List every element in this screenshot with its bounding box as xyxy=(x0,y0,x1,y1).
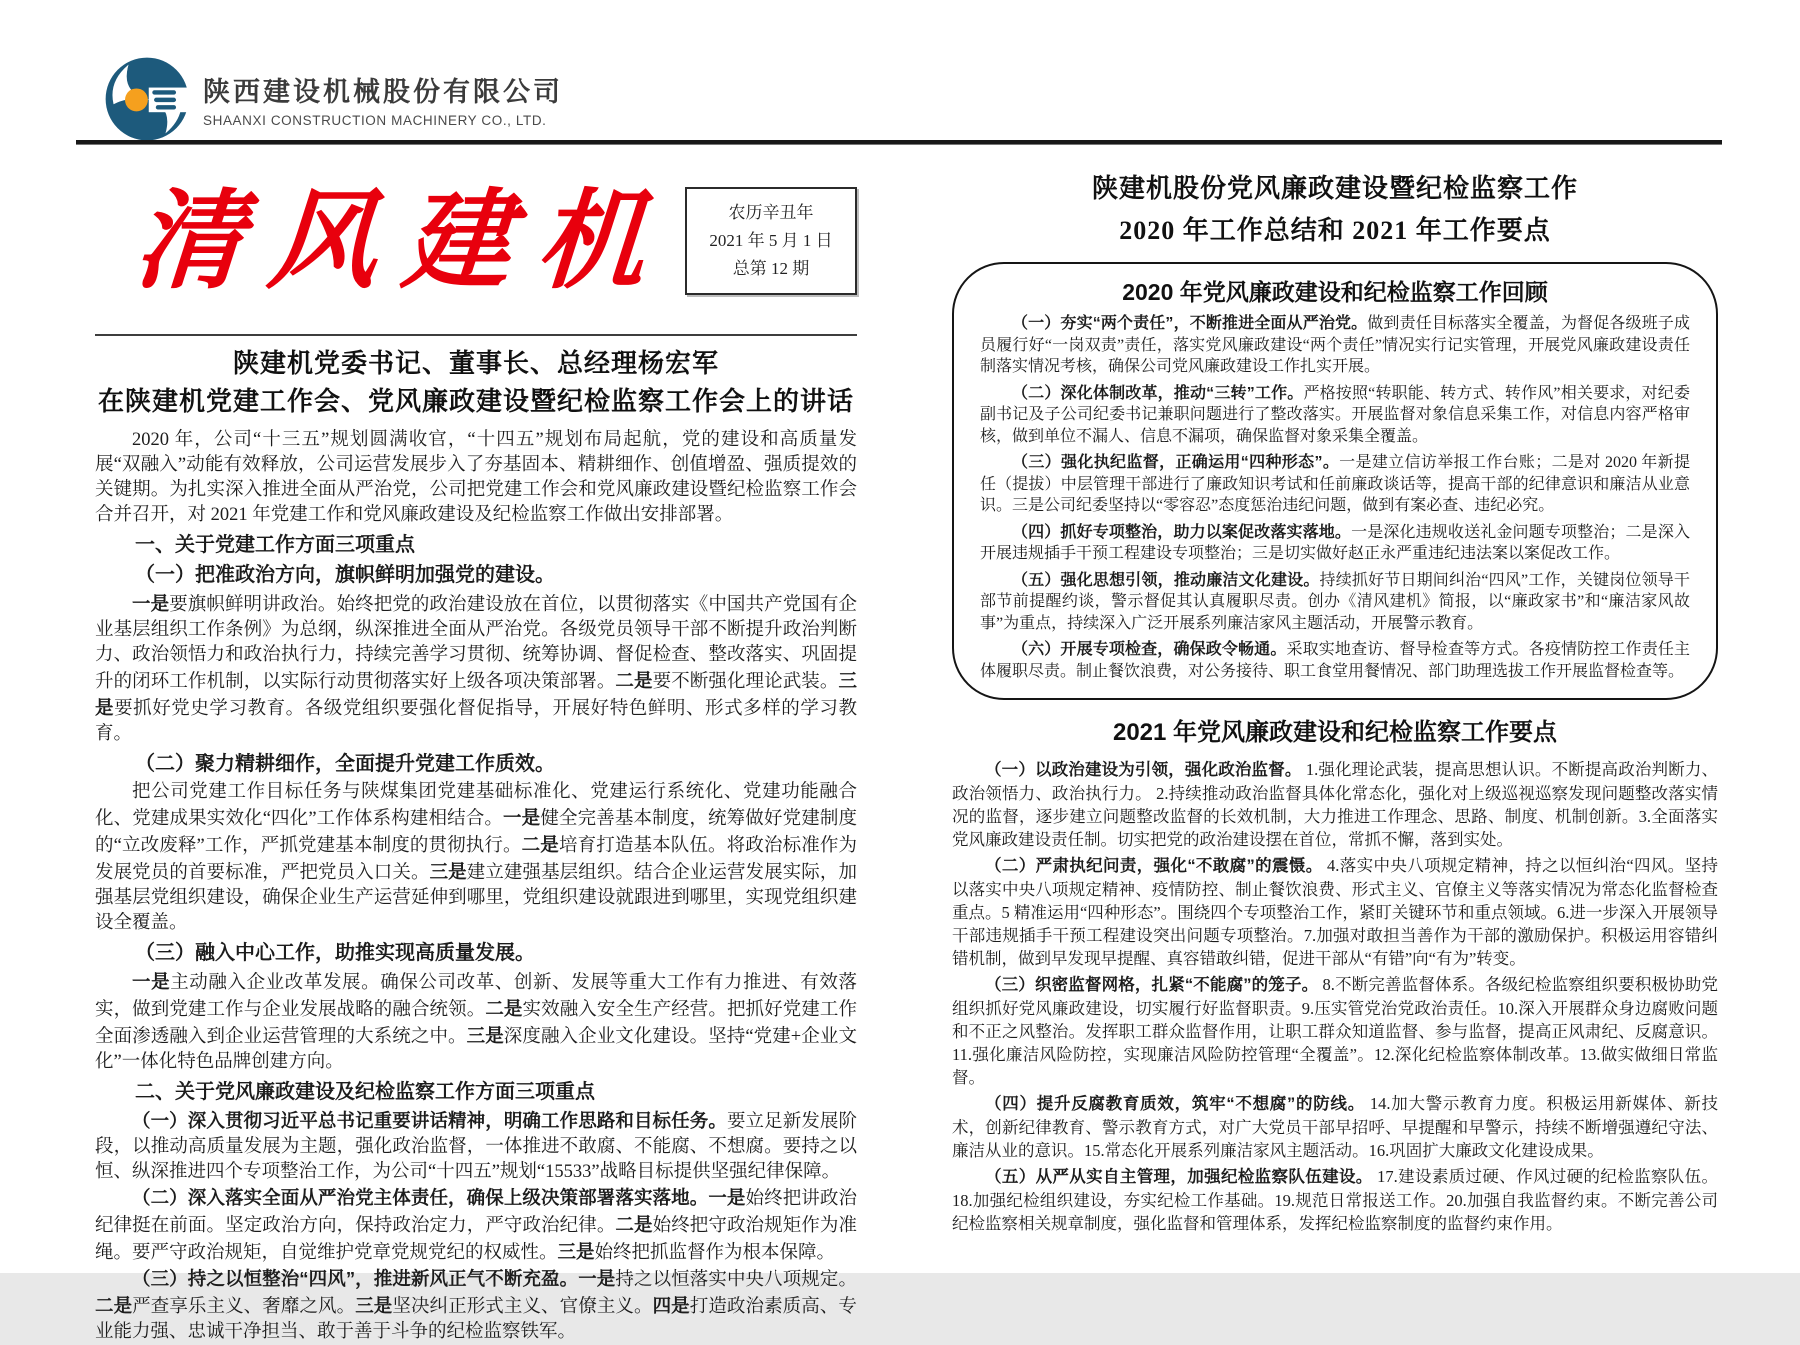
text-run-bold: 一、关于党建工作方面三项重点 xyxy=(135,534,415,556)
text-run: 14.加大警示教育力度。积极运用新媒体、新技术，创新纪律教育、警示教育方式，对广大党员干部早招呼、早提醒和早警示，持续不断增强遵纪守法、廉洁从业的意识。15.常态化开展系列廉洁家风主题活动。16.巩固扩大廉政文化建设成果。 xyxy=(952,1094,1719,1160)
article-paragraph xyxy=(95,428,857,528)
text-run: 要抓好党史学习教育。各级党组织要强化督促指导，开展好特色鲜明、形式多样的学习教育。 xyxy=(95,699,857,744)
issue-number: 总第 12 期 xyxy=(732,259,810,278)
article-paragraph xyxy=(980,570,1690,635)
text-run-bold: 二是 xyxy=(95,1295,133,1316)
text-run-bold: 一是 xyxy=(578,1268,616,1289)
text-run-bold: 三是 xyxy=(557,1241,595,1262)
plan-2021-body xyxy=(952,758,1718,1235)
text-run-bold: （五）从严从实自主管理，加强纪检监察队伍建设。 xyxy=(985,1168,1373,1186)
text-run-bold: （二）聚力精耕细作，全面提升党建工作质效。 xyxy=(135,753,555,775)
article-paragraph xyxy=(980,639,1690,682)
text-run-bold: 三是 xyxy=(429,861,467,882)
text-run: 要旗帜鲜明讲政治。始终把党的政治建设放在首位，以贯彻落实《中国共产党国有企业基层组织工作条例》为总纲，纵深推进全面从严治党。各级党员领导干部不断提升政治判断力、政治领悟力和政治执行力，持续完善学习贯彻、统筹协调、督促检查、整改落实、巩固提升的闭环工作机制，以实际行动贯彻落实好上级各项决策部署。 xyxy=(95,595,857,692)
article-paragraph xyxy=(952,973,1718,1089)
text-run-bold: 二是 xyxy=(521,834,559,855)
text-run-bold: （三）融入中心工作，助推实现高质量发展。 xyxy=(135,942,535,964)
left-article-body xyxy=(95,428,857,1345)
issue-date: 2021 年 5 月 1 日 xyxy=(709,231,833,250)
left-column xyxy=(95,152,857,1345)
text-run-bold: 三是 xyxy=(95,670,857,718)
text-run-bold: （三）强化执纪监督，正确运用“四种形态”。 xyxy=(1012,454,1340,471)
article-paragraph xyxy=(980,522,1690,565)
text-run: 始终把抓监督作为根本保障。 xyxy=(594,1243,836,1263)
text-run-bold: 一是 xyxy=(708,1187,746,1208)
text-run-bold: 三是 xyxy=(466,1025,504,1046)
text-run: 做到责任目标落实全覆盖，为督促各级班子成员履行好“一岗双责”责任，落实党风廉政建设“两个责任”情况实行记实管理，开展党风廉政建设责任制落实情况考核，确保公司党风廉政建设工作扎实开展。 xyxy=(980,315,1690,375)
text-run-bold: （一）深入贯彻习近平总书记重要讲话精神，明确工作思路和目标任务。 xyxy=(132,1110,727,1131)
article-subheading xyxy=(95,1079,857,1105)
article-paragraph xyxy=(980,383,1690,448)
article-subheading xyxy=(95,751,857,777)
article-paragraph xyxy=(952,1165,1718,1235)
article-subheading xyxy=(95,940,857,966)
text-run: 主动融入企业改革发展。确保公司改革、创新、发展等重大工作有力推进、有效落实，做到党建工作与企业发展战略的融合统领。 xyxy=(95,973,857,1020)
text-run-bold: 四是 xyxy=(652,1295,690,1316)
text-run: 严格按照“转职能、转方式、转作风”相关要求，对纪委副书记及子公司纪委书记兼职问题进行了整改落实。开展监督对象信息采集工作，对信息内容严格审核，做到单位不漏人、信息不漏项，确保监督对象采集全覆盖。 xyxy=(980,384,1690,445)
text-run-bold: 一是 xyxy=(132,593,170,614)
text-run-bold: （四）抓好专项整治，助力以案促改落实落地。 xyxy=(1012,523,1352,541)
text-run-bold: 一是 xyxy=(503,807,541,828)
text-run: 持续抓好节日期间纠治“四风”工作，关键岗位领导干部节前提醒约谈，警示督促其认真履职尽责。创办《清风建机》简报，以“廉政家书”和“廉洁家风故事”为重点，持续深入广泛开展系列廉洁家风主题活动，开展警示教育。 xyxy=(980,571,1690,632)
text-run: 17.建设素质过硬、作风过硬的纪检监察队伍。18.加强纪检组织建设，夯实纪检工作基础。19.规范日常报送工作。20.加强自我监督约束。不断完善公司纪检监察相关规章制度，强化监督和管理体系，发挥纪检监察制度的监督约束作用。 xyxy=(952,1167,1719,1233)
right-article-title-line2: 2020 年工作总结和 2021 年工作要点 xyxy=(1119,216,1551,245)
company-name-cn: 陕西建设机械股份有限公司 xyxy=(203,77,563,107)
text-run: 一是深化违规收送礼金问题专项整治；二是深入开展违规插手干预工程建设专项整治；三是切实做好赵正永严重违纪违法案以案促改工作。 xyxy=(980,523,1690,562)
article-paragraph xyxy=(95,969,857,1075)
text-run: 采取实地查访、督导检查等方式。各疫情防控工作责任主体履职尽责。制止餐饮浪费，对公务接待、职工食堂用餐情况、部门助理选拔工作开展监督检查等。 xyxy=(980,641,1690,680)
text-run: 8.不断完善监督体系。各级纪检监察组织要积极协助党组织抓好党风廉政建设，切实履行好监督职责。9.压实管党治党政治责任。10.深入开展群众身边腐败问题和不正之风整治。发挥职工群众监督作用，让职工群众知道监督、参与监督，提高正风肃纪、反腐意识。11.强化廉洁风险防控，实现廉洁风险防控管理“全覆盖”。12.深化纪检监察体制改革。13.做实做细日常监督。 xyxy=(952,975,1719,1087)
text-run-bold: （二）严肃执纪问责，强化“不敢腐”的震慑。 xyxy=(985,857,1323,875)
text-run: 建立建强基层组织。结合企业运营发展实际，加强基层党组织建设，确保企业生产运营延伸到哪里，党组织建设就跟进到哪里，实现党组织建设全覆盖。 xyxy=(95,863,857,933)
text-run-bold: 一是 xyxy=(132,971,171,992)
text-run: 持之以恒落实中央八项规定。 xyxy=(615,1270,857,1290)
text-run: 坚决纠正形式主义、官僚主义。 xyxy=(392,1297,653,1317)
header-divider xyxy=(76,140,1722,145)
text-run: 1.强化理论武装，提高思想认识。不断提高政治判断力、政治领悟力、政治执行力。 2.持续推动政治监督具体化常态化，强化对上级巡视巡察发现问题整改落实情况的监督，逐步建立问题整改监督的长效机制，大力推进工作理念、思路、制度、机制创新。3.全面落实党风廉政建设责任制。切实把党的政治建设摆在首位，常抓不懈，落到实处。 xyxy=(952,760,1719,849)
text-run: 把公司党建工作目标任务与陕煤集团党建基础标准化、党建运行系统化、党建功能融合化、党建成果实效化“四化”工作体系构建相结合。 xyxy=(95,782,857,829)
text-run-bold: （三）持之以恒整治“四风”，推进新风正气不断充盈。 xyxy=(132,1268,579,1289)
article-paragraph xyxy=(980,452,1690,517)
article-paragraph xyxy=(95,1266,857,1345)
text-run: 深度融入企业文化建设。坚持“党建+企业文化”一体化特色品牌创建方向。 xyxy=(95,1027,857,1072)
company-name-en: SHAANXI CONSTRUCTION MACHINERY CO., LTD. xyxy=(203,113,547,128)
text-run-bold: （一）夯实“两个责任”，不断推进全面从严治党。 xyxy=(1012,315,1368,332)
text-run: 严查享乐主义、奢靡之风。 xyxy=(132,1297,356,1317)
left-article-title-line2: 在陕建机党建工作会、党风廉政建设暨纪检监察工作会上的讲话 xyxy=(97,387,854,416)
text-run: 一是建立信访举报工作台账；二是对 2020 年新提任（提拔）中层管理干部进行了廉政知识考试和任前廉政谈话等，提高干部的纪律意识和廉洁从业意识。三是公司纪委坚持以“零容忍”态度惩治违纪问题，做到有案必查、违纪必究。 xyxy=(980,454,1690,514)
text-run: 打造政治素质高、专业能力强、忠诚干净担当、敢于善于斗争的纪检监察铁军。 xyxy=(95,1297,857,1342)
review-2020-heading: 2020 年党风廉政建设和纪检监察工作回顾 xyxy=(1122,279,1548,305)
text-run-bold: （一）以政治建设为引领，强化政治监督。 xyxy=(985,761,1302,779)
right-article-title-line1: 陕建机股份党风廉政建设暨纪检监察工作 xyxy=(1091,174,1578,203)
text-run-bold: 二是 xyxy=(615,670,653,691)
article-paragraph xyxy=(95,1185,857,1266)
text-run: 始终把守政治规矩作为准绳。要严守政治规矩，自觉维护党章党规党纪的权威性。 xyxy=(95,1216,857,1263)
right-column xyxy=(952,152,1718,1235)
text-run-bold: （二）深入落实全面从严治党主体责任，确保上级决策部署落实落地。 xyxy=(132,1187,709,1208)
text-run: 要不断强化理论武装。 xyxy=(652,672,839,692)
left-article-title-line1: 陕建机党委书记、董事长、总经理杨宏军 xyxy=(232,349,719,378)
article-paragraph xyxy=(952,854,1718,970)
text-run: 4.落实中央八项规定精神，持之以恒纠治“四风。坚持以落实中央八项规定精神、疫情防控、制止餐饮浪费、形式主义、官僚主义等落实情况为常态化监督检查重点。5 精准运用“四种形态”。围绕四个专项整治工作，紧盯关键环节和重点领域。6.进一步深入开展领导干部违规插手干预工程建设突出问题专项整治。7.加强对敢担当善作为干部的激励保护。积极运用容错纠错机制，做到早发现早提醒、真容错敢纠错，促进干部从“有错”向“有为”转变。 xyxy=(952,856,1718,968)
plan-2021-heading: 2021 年党风廉政建设和纪检监察工作要点 xyxy=(1112,719,1558,746)
text-run-bold: （四）提升反腐教育质效，筑牢“不想腐”的防线。 xyxy=(985,1095,1365,1113)
article-paragraph xyxy=(95,780,857,936)
article-subheading xyxy=(95,532,857,558)
text-run-bold: （二）深化体制改革，推动“三转”工作。 xyxy=(1012,384,1304,402)
review-2020-box xyxy=(952,262,1718,700)
masthead-row xyxy=(95,152,857,330)
text-run: 始终把讲政治纪律挺在前面。坚定政治方向，保持政治定力，严守政治纪律。 xyxy=(95,1189,857,1236)
text-run-bold: 二是 xyxy=(615,1214,653,1235)
review-2020-body xyxy=(980,313,1690,682)
company-logo-icon xyxy=(103,55,191,143)
text-run-bold: 二、关于党风廉政建设及纪检监察工作方面三项重点 xyxy=(135,1081,595,1103)
article-paragraph xyxy=(952,1092,1718,1162)
text-run-bold: （六）开展专项检查，确保政令畅通。 xyxy=(1012,641,1287,658)
article-paragraph xyxy=(980,313,1690,378)
text-run-bold: （五）强化思想引领，推动廉洁文化建设。 xyxy=(1012,571,1320,589)
issue-info-box xyxy=(685,187,857,295)
text-run: 培育打造基本队伍。将政治标准作为发展党员的首要标准，严把党员入口关。 xyxy=(95,836,857,883)
text-run-bold: 二是 xyxy=(485,998,523,1019)
text-run-bold: （一）把准政治方向，旗帜鲜明加强党的建设。 xyxy=(135,564,555,586)
article-paragraph xyxy=(952,758,1718,851)
issue-lunar-date: 农历辛丑年 xyxy=(728,203,814,222)
text-run: 健全完善基本制度，统筹做好党建制度的“立改废释”工作，严抓党建基本制度的贯彻执行。 xyxy=(95,809,857,856)
header xyxy=(103,55,563,143)
article-subheading xyxy=(95,562,857,588)
company-name-block xyxy=(203,70,563,128)
masthead-title: 清风建机 xyxy=(130,178,676,304)
article-paragraph xyxy=(95,1108,857,1185)
text-run: 要立足新发展阶段，以推动高质量发展为主题，强化政治监督，一体推进不敢腐、不能腐、不想腐。要持之以恒、纵深推进四个专项整治工作，为公司“十四五”规划“15533”战略目标提供坚强纪律保障。 xyxy=(95,1112,857,1182)
text-run-bold: （三）织密监督网格，扎紧“不能腐”的笼子。 xyxy=(985,976,1319,994)
text-run: 实效融入安全生产经营。把抓好党建工作全面渗透融入到企业运营管理的大系统之中。 xyxy=(95,1000,857,1047)
article-divider xyxy=(95,334,857,336)
text-run-bold: 三是 xyxy=(355,1295,393,1316)
text-run: 2020 年，公司“十三五”规划圆满收官，“十四五”规划布局起航，党的建设和高质量发展“双融入”动能有效释放，公司运营发展步入了夯基固本、精耕细作、创值增盈、强质提效的关键期。为扎实深入推进全面从严治党，公司把党建工作会和党风廉政建设暨纪检监察工作会合并召开，对 2021 年党建工作和党风廉政建设及纪检监察工作做出安排部署。 xyxy=(95,430,857,525)
article-paragraph xyxy=(95,591,857,747)
